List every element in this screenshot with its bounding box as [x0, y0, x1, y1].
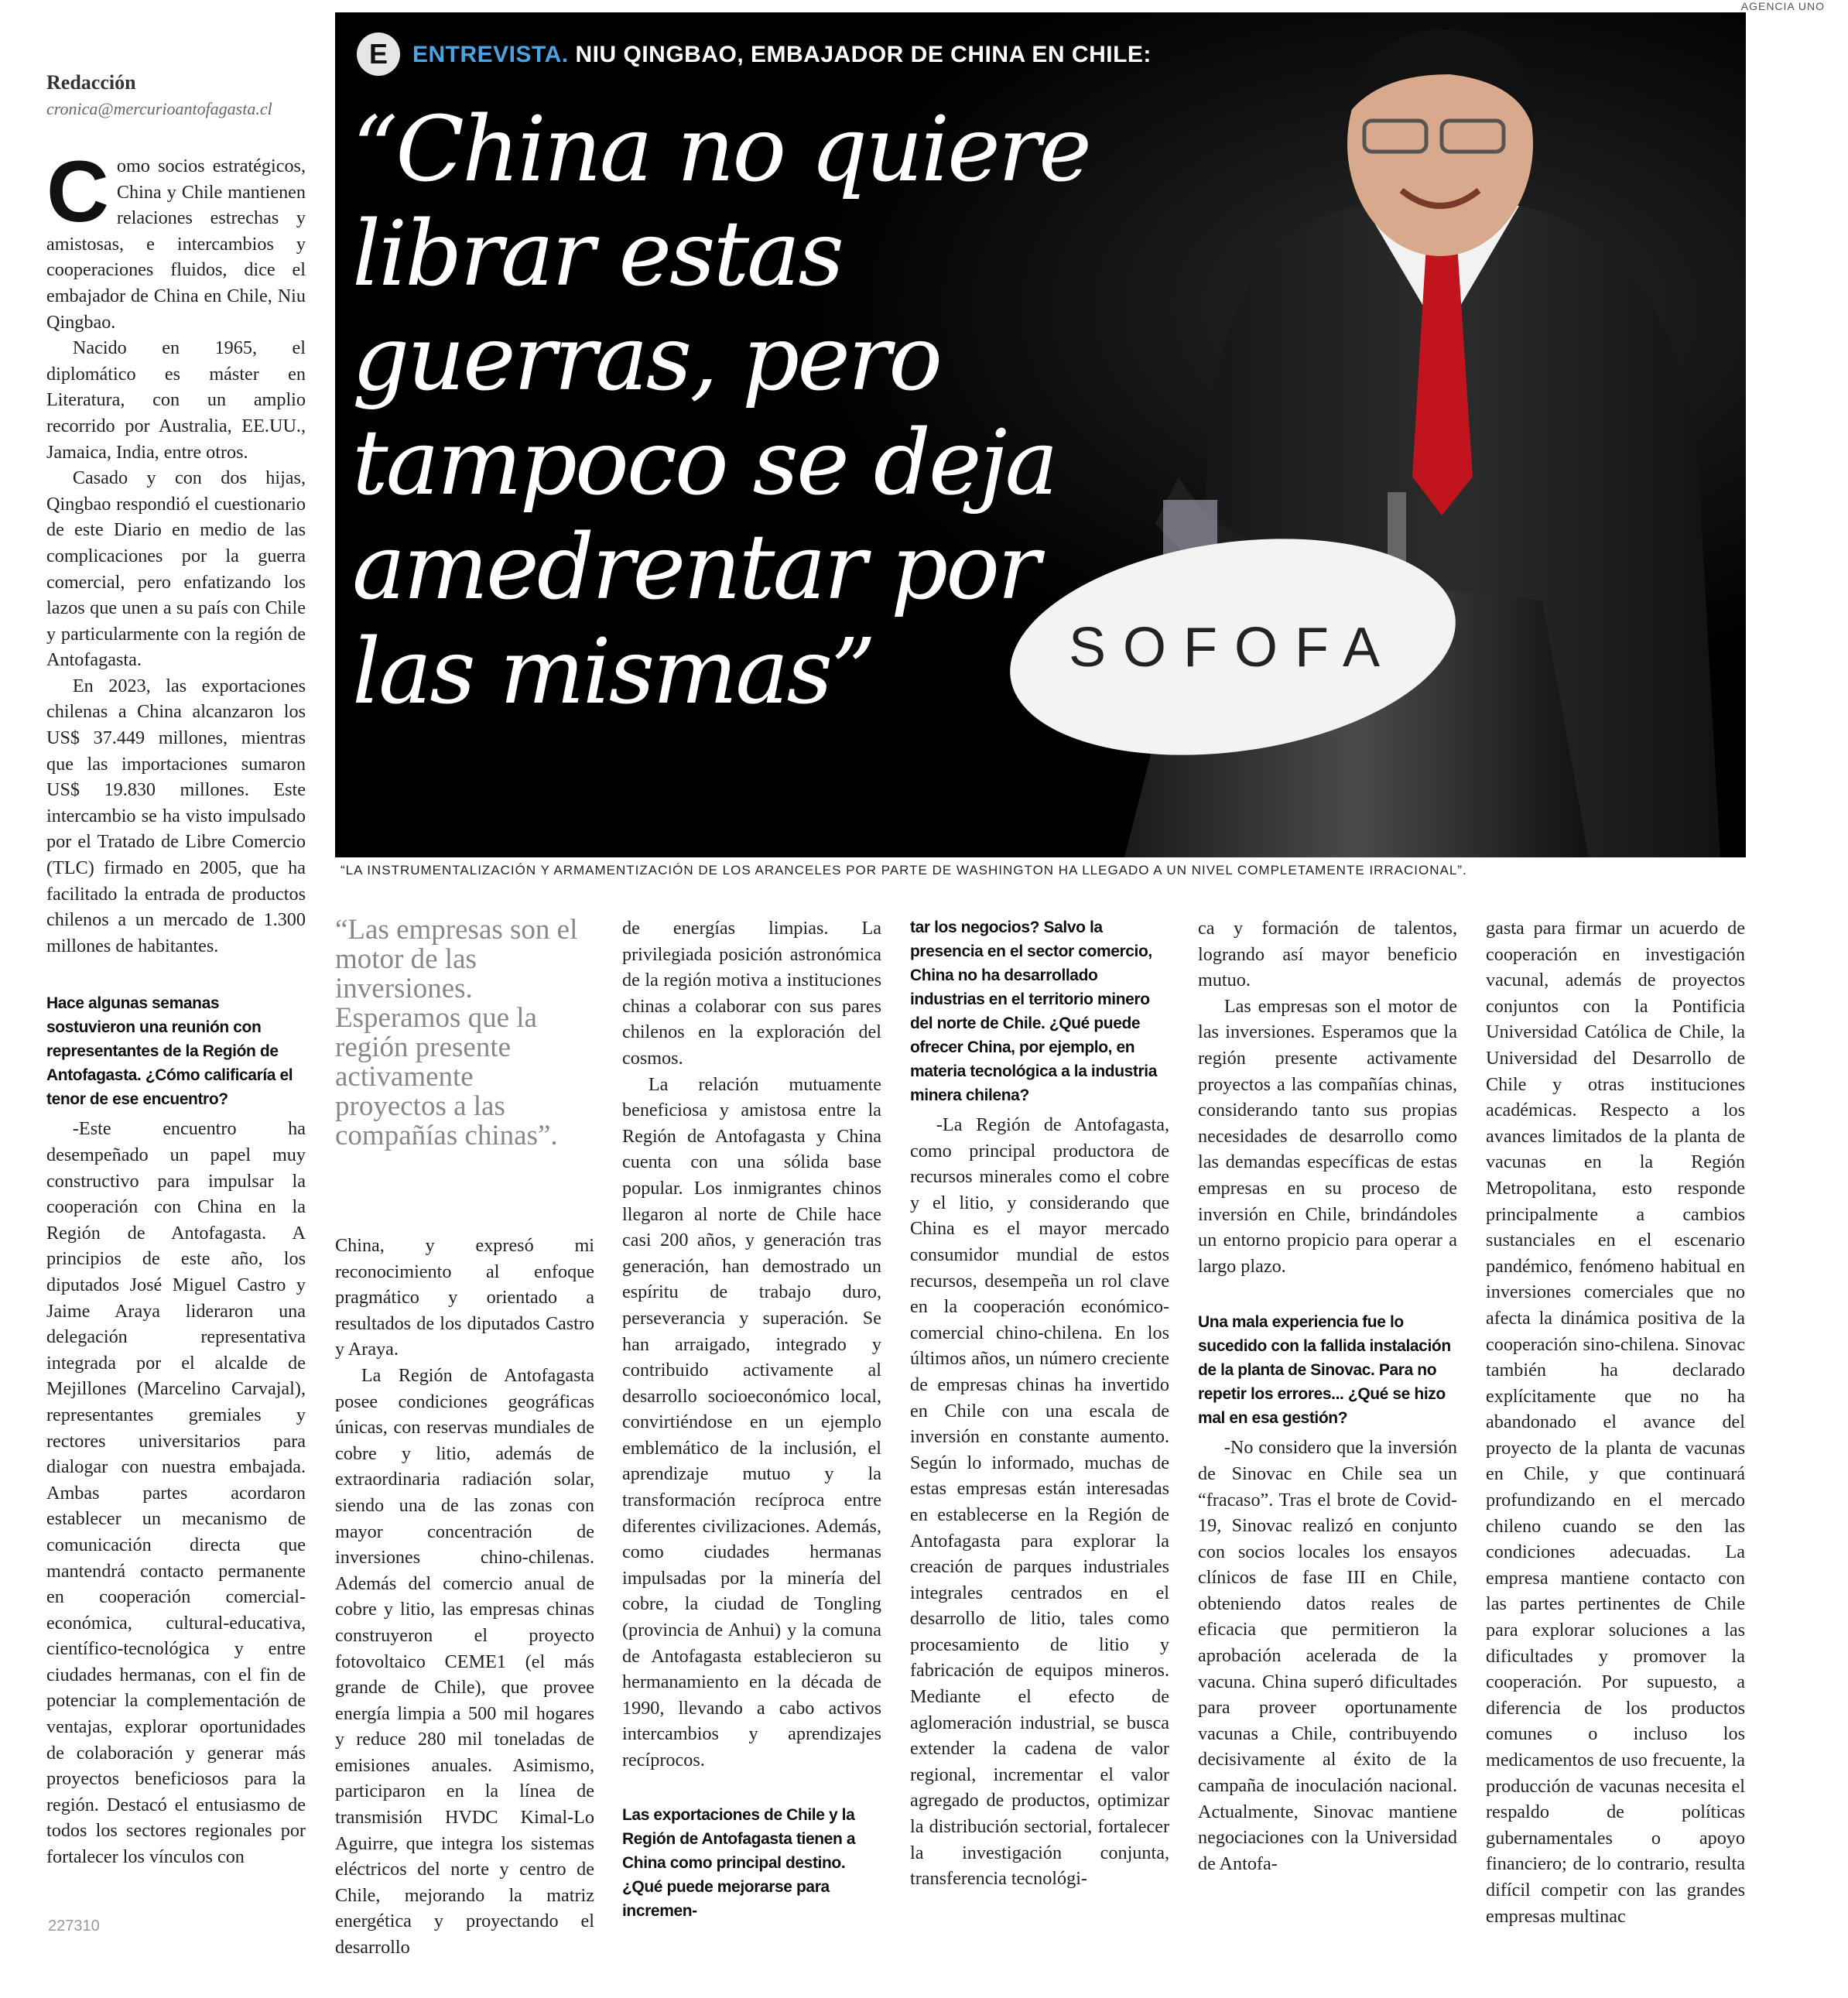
lead-paragraph [46, 143, 306, 335]
paragraph: Nacido en 1965, el diplomático es máster en Literatura, con un amplio recorrido por Australia, EE.UU., Jamaica, India, entre otros. [46, 337, 306, 463]
byline [46, 71, 310, 119]
paragraph: La Región de Antofagasta posee condiciones geográficas únicas, con reservas mundiales de cobre y litio, además de extraordinaria radiación solar, siendo una de las zonas con mayor concentración de inversiones chino-chilenas. Además del comercio anual de cobre y litio, las empresas chinas construyeron el proyecto fotovoltaico CEME1 (el más grande de Chile), que provee energía limpia a 500 mil hogares y reduce 280 mil toneladas de emisiones anuales. Asimismo, participaron en la línea de transmisión HVDC Kimal-Lo Aguirre, que integra los sistemas eléctricos del norte y centro de Chile, mejorando la matriz energética y proyectando el desarrollo [335, 1364, 594, 1959]
paragraph: La relación mutuamente beneficiosa y amistosa entre la Región de Antofagasta y China cuenta con una sólida base popular. Los inmigrantes chinos llegaron al norte de Chile hace casi 200 años, y generación tras generación, han demostrado un espíritu de trabajo duro, perseverancia y superación. Se han arraigado, integrado y contribuido activamente al desarrollo socioeconómico local, convirtiéndose en un ejemplo emblemático de la inclusión, el aprendizaje mutuo y la transformación recíproca entre diferentes civilizaciones. Además, como ciudades hermanas impulsadas por la minería del cobre, la ciudad de Tongling (provincia de Anhui) y la comuna de Antofagasta establecieron su hermanamiento en la década de 1990, llevando a cabo activos intercambios y aprendizajes recíprocos. [622, 1073, 881, 1770]
interview-question: Una mala experiencia fue lo sucedido con la fallida instalación de la planta de Sinovac. Para no repetir los errores... ¿Qué se hizo mal en esa gestión? [1198, 1313, 1451, 1428]
lead-text: omo socios estratégicos, China y Chile mantienen relaciones estrechas y amistosas, e intercambios y cooperaciones fluidos, dice el embajador de China en Chile, Niu Qingbao. [46, 156, 306, 333]
paragraph: Casado y con dos hijas, Qingbao respondió el cuestionario de este Diario en medio de las complicaciones por la guerra comercial, pero enfatizando los lazos que unen a su país con Chile y particularmente con la región de Antofagasta. [46, 467, 306, 671]
interview-answer: -La Región de Antofagasta, como principal productora de recursos minerales como el cobre y el litio, y considerando que China es el mayor mercado consumidor mundial de estos recursos, desempeña un rol clave en la cooperación económico-comercial chino-chilena. En los últimos años, un número creciente de empresas chinas ha invertido en Chile con una escala de inversión en constante aumento. Según lo informado, muchas de estas empresas están interesadas en establecerse en la Región de Antofagasta para explorar la creación de parques industriales integrales centrados en el desarrollo de litio, tales como procesamiento de litio y fabricación de equipos mineros. Mediante el efecto de aglomeración industrial, se busca extender la cadena de valor regional, incrementar el valor agregado de productos, optimizar la distribución sectorial, fortalecer la investigación conjunta, transferencia tecnológi- [910, 1114, 1169, 1890]
section-badge: E [357, 33, 400, 76]
kicker-text: NIU QINGBAO, EMBAJADOR DE CHINA EN CHILE: [575, 42, 1152, 67]
article-column-1 [46, 143, 306, 1870]
pull-quote: “Las empresas son el motor de las inversiones. Esperamos que la región presente activamente proyectos a las compañías chinas”. [335, 914, 578, 1151]
article-column-3 [622, 915, 881, 1928]
paragraph: de energías limpias. La privilegiada posición astronómica de la región motiva a instituciones chinas a colaborar con sus pares chilenos en la exploración del cosmos. [622, 918, 881, 1069]
byline-author: Redacción [46, 71, 136, 94]
article-column-6 [1486, 915, 1745, 1929]
interview-question: Hace algunas semanas sostuvieron una reunión con representantes de la Región de Antofagasta. ¿Cómo calificaría el tenor de ese encuentro? [46, 994, 293, 1109]
paragraph: China, y expresó mi reconocimiento al enfoque pragmático y orientado a resultados de los diputados Castro y Araya. [335, 1235, 594, 1360]
interview-question: tar los negocios? Salvo la presencia en el sector comercio, China no ha desarrollado industrias en el territorio minero del norte de Chile. ¿Qué puede ofrecer China, por ejemplo, en materia tecnológica a la industria minera chilena? [910, 919, 1158, 1104]
article-column-5 [1198, 915, 1457, 1877]
interview-answer: -No considero que la inversión de Sinovac en Chile sea un “fracaso”. Tras el brote de Covid-19, Sinovac realizó en conjunto con socios locales los ensayos clínicos de fase III en Chile, obteniendo datos reales de eficacia que permitieron la aprobación acelerada de la vacuna. China superó dificultades para proveer oportunamente vacunas a Chile, contribuyendo decisivamente al éxito de la campaña de inoculación nacional. Actualmente, Sinovac mantiene negociaciones con la Universidad de Antofa- [1198, 1437, 1457, 1874]
interview-answer: -Este encuentro ha desempeñado un papel muy constructivo para impulsar la cooperación con China en la Región de Antofagasta. A principios de este año, los diputados José Miguel Castro y Jaime Araya lideraron una delegación representativa integrada por el alcalde de Mejillones (Marcelino Carvajal), representantes gremiales y rectores universitarios para dialogar con nuestra embajada. Ambas partes acordaron establecer un mecanismo de comunicación directa que mantendrá contacto permanente en cooperación comercial-económica, cultural-educativa, científico-tecnológica y entre ciudades hermanas, con el fin de potenciar la complementación de ventajas, explorar oportunidades de colaboración y generar más proyectos beneficiosos para la región. Destacó el entusiasmo de todos los sectores regionales por fortalecer los vínculos con [46, 1118, 306, 1868]
podium-logo: SOFOFA [1068, 617, 1398, 679]
kicker [412, 42, 1152, 68]
page-id: 227310 [48, 1918, 100, 1935]
paragraph: gasta para firmar un acuerdo de cooperación en investigación vacunal, además de proyectos conjuntos con la Pontificia Universidad Católica de Chile, la Universidad del Desarrollo de Chile y otras instituciones académicas. Respecto a los avances limitados de la planta de vacunas en la Región Metropolitana, esto responde principalmente a cambios sustanciales en el escenario pandémico, fenómeno habitual en inversiones comerciales que no afecta la dinámica positiva de la cooperación sino-chilena. Sinovac también ha declarado explícitamente que no ha abandonado el avance del proyecto de la planta de vacunas en Chile, y que continuará profundizando en el mercado chileno cuando se den las condiciones adecuadas. La empresa mantiene contacto con las partes pertinentes de Chile para explorar soluciones a las dificultades y promover la cooperación. Por supuesto, a diferencia de los productos comunes o incluso los medicamentos de uso frecuente, la producción de vacunas necesita el respaldo de políticas gubernamentales o apoyo financiero; de lo contrario, resulta difícil competir con las grandes empresas multinac [1486, 918, 1745, 1927]
interview-question: Las exportaciones de Chile y la Región de Antofagasta tienen a China como principal destino. ¿Qué puede mejorarse para incremen- [622, 1805, 856, 1920]
byline-email[interactable]: cronica@mercurioantofagasta.cl [46, 99, 272, 118]
paragraph: Las empresas son el motor de las inversiones. Esperamos que la región presente activamente proyectos a las compañías chinas, considerando tanto sus propias necesidades de desarrollo como las demandas específicas de estas empresas en su proceso de inversión en Chile, brindándoles un entorno propicio para operar a largo plazo. [1198, 995, 1457, 1277]
paragraph: ca y formación de talentos, logrando así mayor beneficio mutuo. [1198, 918, 1457, 991]
photo-caption: “LA INSTRUMENTALIZACIÓN Y ARMAMENTIZACIÓN DE LOS ARANCELES POR PARTE DE WASHINGTON HA LLEGADO A UN NIVEL COMPLETAMENTE IRRACIONAL”. [341, 863, 1467, 878]
article-column-2 [335, 1233, 594, 1961]
lead-photo [335, 12, 1746, 857]
photo-credit: AGENCIA UNO [1740, 0, 1825, 12]
dropcap: C [46, 143, 109, 240]
kicker-label: ENTREVISTA. [412, 42, 569, 67]
article-column-4 [910, 915, 1169, 1892]
headline: “China no quiere librar estas guerras, pero tampoco se deja amedrentar por las mismas” [352, 98, 1090, 724]
paragraph: En 2023, las exportaciones chilenas a China alcanzaron los US$ 37.449 millones, mientras que las importaciones sumaron US$ 19.830 millones. Este intercambio se ha visto impulsado por el Tratado de Libre Comercio (TLC) firmado en 2005, que ha facilitado la entrada de productos chilenos a un mercado de 1.300 millones de habitantes. [46, 675, 306, 956]
